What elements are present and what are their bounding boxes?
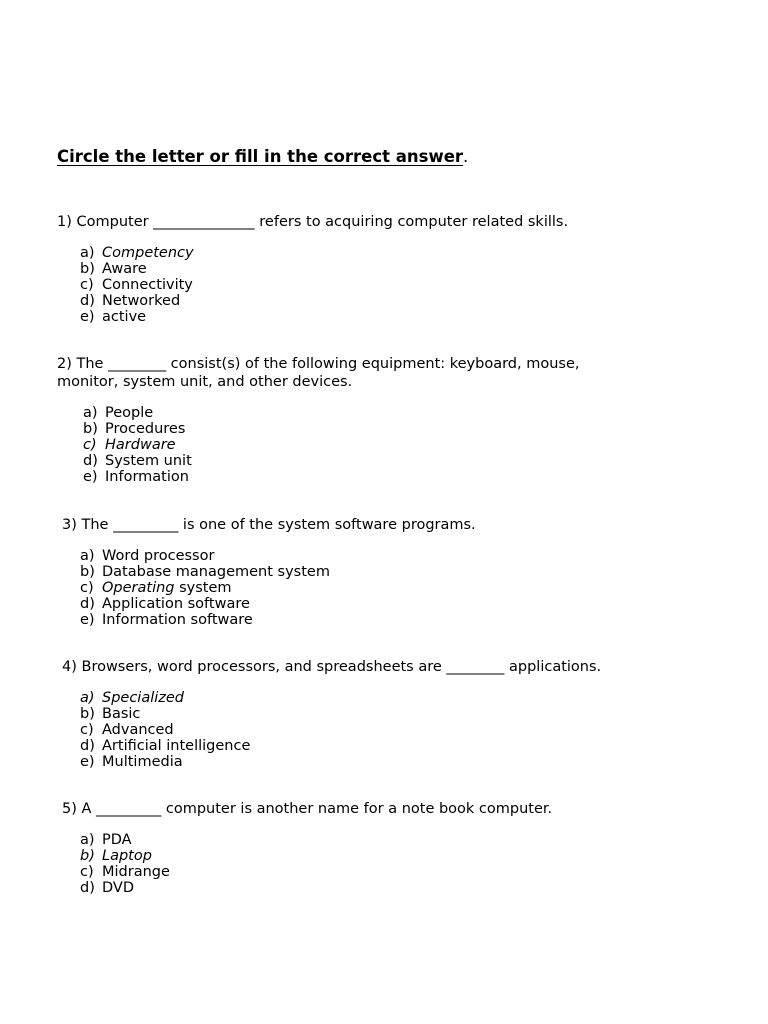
option-text: Specialized	[102, 690, 185, 706]
option-letter: c)	[80, 277, 94, 294]
answer-option	[80, 722, 250, 738]
option-text: DVD	[102, 880, 134, 897]
option-letter: a)	[80, 832, 95, 848]
answer-option	[80, 277, 194, 293]
option-text: Advanced	[102, 722, 174, 739]
option-letter: b)	[80, 706, 95, 723]
option-text: Database management system	[102, 564, 330, 581]
answer-option	[80, 596, 330, 612]
question-2	[57, 355, 580, 391]
option-text: System unit	[105, 453, 192, 470]
option-text: active	[102, 309, 147, 326]
option-text: Midrange	[102, 864, 170, 881]
option-text: Information software	[102, 612, 253, 629]
option-text: Application software	[102, 596, 250, 613]
option-letter: c)	[80, 580, 94, 597]
answer-option	[80, 261, 194, 277]
question-2-text-line-1: 2) The ________ consist(s) of the following equipment: keyboard, mouse,	[57, 356, 580, 372]
option-letter: d)	[80, 596, 95, 613]
option-text: PDA	[102, 832, 132, 848]
option-text: Multimedia	[102, 754, 183, 771]
option-letter: e)	[80, 309, 95, 326]
question-3	[62, 516, 476, 534]
question-5-text: 5) A _________ computer is another name for a note book computer.	[62, 801, 553, 817]
answer-option	[80, 754, 250, 770]
answer-option	[80, 548, 330, 564]
option-letter: a)	[83, 405, 98, 421]
answer-option	[80, 880, 170, 896]
question-2-text-line-2: monitor, system unit, and other devices.	[57, 374, 353, 390]
answer-option	[80, 848, 170, 864]
option-letter: c)	[80, 864, 94, 881]
option-letter: b)	[80, 261, 95, 278]
option-letter: d)	[83, 453, 98, 470]
option-letter: c)	[80, 722, 94, 739]
option-text: Aware	[102, 261, 147, 278]
answer-option	[80, 564, 330, 580]
answer-option	[83, 405, 192, 421]
option-letter: d)	[80, 293, 95, 310]
question-4	[62, 658, 601, 676]
question-1	[57, 213, 568, 231]
question-1-text: 1) Computer ______________ refers to acquiring computer related skills.	[57, 214, 569, 230]
instructions-period: .	[463, 147, 469, 166]
option-text: Connectivity	[102, 277, 193, 294]
option-text: Competency	[102, 245, 194, 261]
answer-option	[83, 421, 192, 437]
option-text: Procedures	[105, 421, 186, 438]
answer-option	[80, 706, 250, 722]
instructions-heading	[57, 147, 468, 166]
answer-option	[83, 437, 192, 453]
question-2-options	[83, 405, 192, 485]
option-letter: a)	[80, 690, 95, 706]
question-4-options	[80, 690, 250, 770]
answer-option	[80, 309, 194, 325]
option-letter: b)	[80, 564, 95, 581]
option-text: Laptop	[102, 848, 152, 865]
question-3-text: 3) The _________ is one of the system software programs.	[62, 517, 476, 533]
option-text: Hardware	[105, 437, 176, 454]
option-letter: a)	[80, 548, 95, 564]
option-text: Information	[105, 469, 189, 486]
option-text: Word processor	[102, 548, 215, 564]
option-text: Operating	[102, 580, 175, 597]
option-letter: e)	[83, 469, 98, 486]
answer-option	[80, 832, 170, 848]
option-letter: b)	[80, 848, 95, 865]
answer-option	[80, 690, 250, 706]
option-text: Networked	[102, 293, 181, 310]
option-text: Basic	[102, 706, 141, 723]
option-letter: d)	[80, 738, 95, 755]
answer-option	[80, 612, 330, 628]
option-letter: c)	[83, 437, 97, 454]
option-letter: b)	[83, 421, 98, 438]
option-text: system	[174, 580, 232, 597]
instructions-text: Circle the letter or fill in the correct answer	[57, 147, 464, 166]
answer-option	[83, 469, 192, 485]
answer-option	[80, 864, 170, 880]
answer-option	[83, 453, 192, 469]
answer-option	[80, 293, 194, 309]
option-text: People	[105, 405, 154, 421]
option-letter: e)	[80, 612, 95, 629]
answer-option	[80, 738, 250, 754]
option-text: Artificial intelligence	[102, 738, 251, 755]
answer-option	[80, 580, 330, 596]
question-3-options	[80, 548, 330, 628]
question-5-options	[80, 832, 170, 896]
question-4-text: 4) Browsers, word processors, and spreadsheets are ________ applications.	[62, 659, 602, 675]
option-letter: a)	[80, 245, 95, 261]
option-letter: d)	[80, 880, 95, 897]
question-1-options	[80, 245, 194, 325]
question-5	[62, 800, 552, 818]
answer-option	[80, 245, 194, 261]
option-letter: e)	[80, 754, 95, 771]
